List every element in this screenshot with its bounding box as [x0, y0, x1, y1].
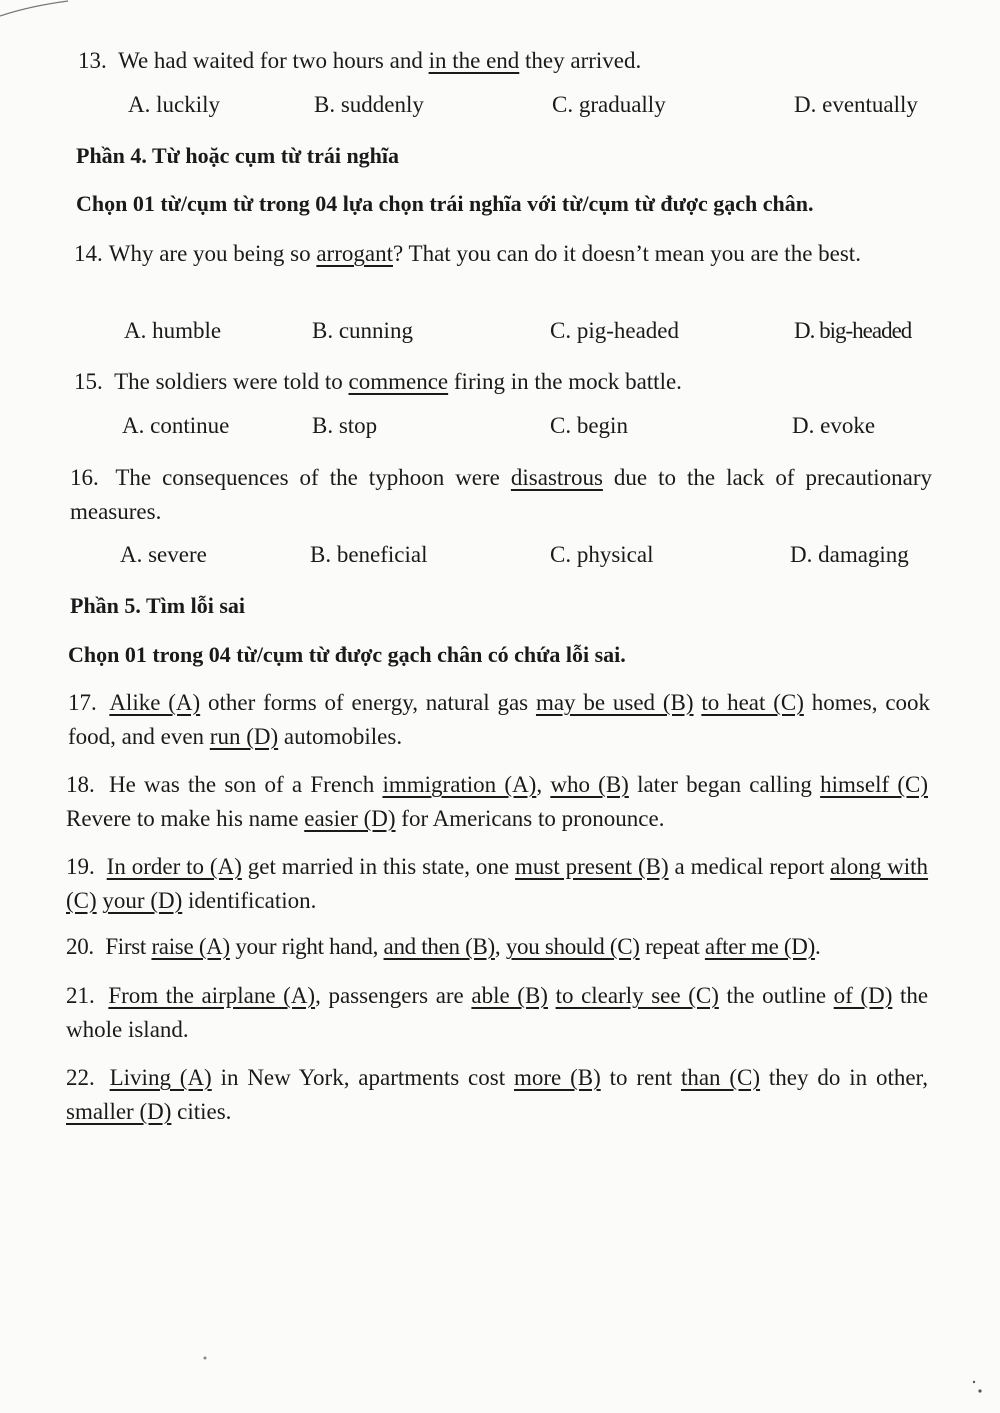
underlined-option-a[interactable]: raise (A): [151, 934, 230, 959]
underlined-option-b[interactable]: more (B): [513, 1065, 601, 1090]
question-number: 19.: [66, 854, 95, 879]
underlined-option-a[interactable]: From the airplane (A): [108, 983, 316, 1008]
option-d[interactable]: D. big-headed: [794, 318, 912, 343]
underlined-option-b[interactable]: able (B): [471, 983, 548, 1008]
question-19: 19. In order to (A) get married in this state, one must present (B) a medical report along with (C) your (D) identification.: [66, 854, 929, 913]
underlined-option-d[interactable]: after me (D): [704, 934, 815, 959]
underlined-option-d[interactable]: run (D): [209, 724, 279, 749]
option-c[interactable]: C. pig-headed: [550, 318, 680, 343]
underlined-option-b[interactable]: must present (B): [515, 854, 669, 879]
options-16: [0, 542, 909, 576]
underlined-option-d[interactable]: your (D): [102, 888, 183, 913]
underlined-option-c[interactable]: himself (C): [820, 772, 929, 797]
underlined-phrase: disastrous: [510, 465, 603, 490]
question-13: 13. We had waited for two hours and in the end they arrived.: [78, 48, 642, 73]
underlined-option-d[interactable]: smaller (D): [66, 1099, 172, 1124]
underlined-option-a[interactable]: Living (A): [109, 1065, 212, 1090]
underlined-option-c[interactable]: you should (C): [505, 934, 640, 959]
underlined-option-b[interactable]: and then (B): [383, 934, 495, 959]
option-a[interactable]: A. severe: [120, 542, 207, 567]
question-15: 15. The soldiers were told to commence firing in the mock battle.: [74, 369, 682, 394]
question-18: 18. He was the son of a French immigration (A), who (B) later began calling himself (C) Revere to make his name easier (D) for Americans to pronounce.: [66, 772, 929, 831]
question-number: 18.: [66, 772, 95, 797]
question-number: 21.: [66, 983, 95, 1008]
option-c[interactable]: C. begin: [550, 413, 628, 438]
option-c[interactable]: C. physical: [550, 542, 654, 567]
underlined-option-a[interactable]: Alike (A): [109, 690, 201, 715]
underlined-option-c[interactable]: to clearly see (C): [555, 983, 719, 1008]
question-number: 20.: [66, 934, 94, 959]
underlined-option-c[interactable]: than (C): [680, 1065, 761, 1090]
question-number: 15.: [74, 369, 103, 394]
scan-speck: [968, 1376, 988, 1396]
underlined-option-a[interactable]: immigration (A): [382, 772, 537, 797]
underlined-option-b[interactable]: may be used (B): [535, 690, 694, 715]
options-13: [0, 92, 918, 126]
question-22: 22. Living (A) in New York, apartments cost more (B) to rent than (C) they do in other, smaller (D) cities.: [66, 1065, 929, 1124]
section-title-part-4: Phần 4. Từ hoặc cụm từ trái nghĩa: [76, 143, 400, 168]
scan-speck: [200, 1352, 212, 1364]
option-d[interactable]: D. damaging: [790, 542, 909, 567]
question-16: 16. The consequences of the typhoon were disastrous due to the lack of precautionary measures.: [70, 465, 932, 524]
question-number: 16.: [70, 465, 99, 490]
underlined-option-a[interactable]: In order to (A): [106, 854, 242, 879]
underlined-phrase: arrogant: [316, 241, 393, 266]
option-d[interactable]: D. eventually: [794, 92, 918, 117]
option-c[interactable]: C. gradually: [552, 92, 666, 117]
question-20: 20. First raise (A) your right hand, and then (B), you should (C) repeat after me (D).: [66, 934, 821, 959]
question-17: 17. Alike (A) other forms of energy, natural gas may be used (B) to heat (C) homes, cook food, and even run (D) automobiles.: [68, 690, 931, 749]
option-b[interactable]: B. suddenly: [314, 92, 424, 117]
question-21: 21. From the airplane (A), passengers are able (B) to clearly see (C) the outline of (D) the whole island.: [66, 983, 929, 1042]
question-number: 14.: [74, 241, 103, 266]
underlined-option-c[interactable]: to heat (C): [701, 690, 804, 715]
question-number: 22.: [66, 1065, 95, 1090]
question-number: 13.: [78, 48, 107, 73]
options-14: [0, 318, 912, 352]
underlined-phrase: in the end: [428, 48, 520, 73]
underlined-phrase: commence: [348, 369, 449, 394]
section-instruction-part-4: Chọn 01 từ/cụm từ trong 04 lựa chọn trái nghĩa với từ/cụm từ được gạch chân.: [76, 191, 814, 216]
option-a[interactable]: A. humble: [124, 318, 222, 343]
option-a[interactable]: A. continue: [122, 413, 230, 438]
option-b[interactable]: B. beneficial: [310, 542, 428, 567]
underlined-option-d[interactable]: easier (D): [304, 806, 396, 831]
section-title-part-5: Phần 5. Tìm lỗi sai: [70, 593, 246, 618]
underlined-option-c[interactable]: along with (C): [66, 854, 929, 913]
option-b[interactable]: B. cunning: [312, 318, 413, 343]
question-number: 17.: [68, 690, 97, 715]
underlined-option-b[interactable]: who (B): [550, 772, 629, 797]
option-d[interactable]: D. evoke: [792, 413, 876, 438]
scan-corner-mark: [0, 0, 70, 20]
option-a[interactable]: A. luckily: [128, 92, 220, 117]
question-14: 14. Why are you being so arrogant? That you can do it doesn’t mean you are the best.: [74, 241, 861, 266]
section-instruction-part-5: Chọn 01 trong 04 từ/cụm từ được gạch chân có chứa lỗi sai.: [68, 642, 626, 667]
options-15: [0, 413, 880, 447]
underlined-option-d[interactable]: of (D): [833, 983, 893, 1008]
option-b[interactable]: B. stop: [312, 413, 378, 438]
